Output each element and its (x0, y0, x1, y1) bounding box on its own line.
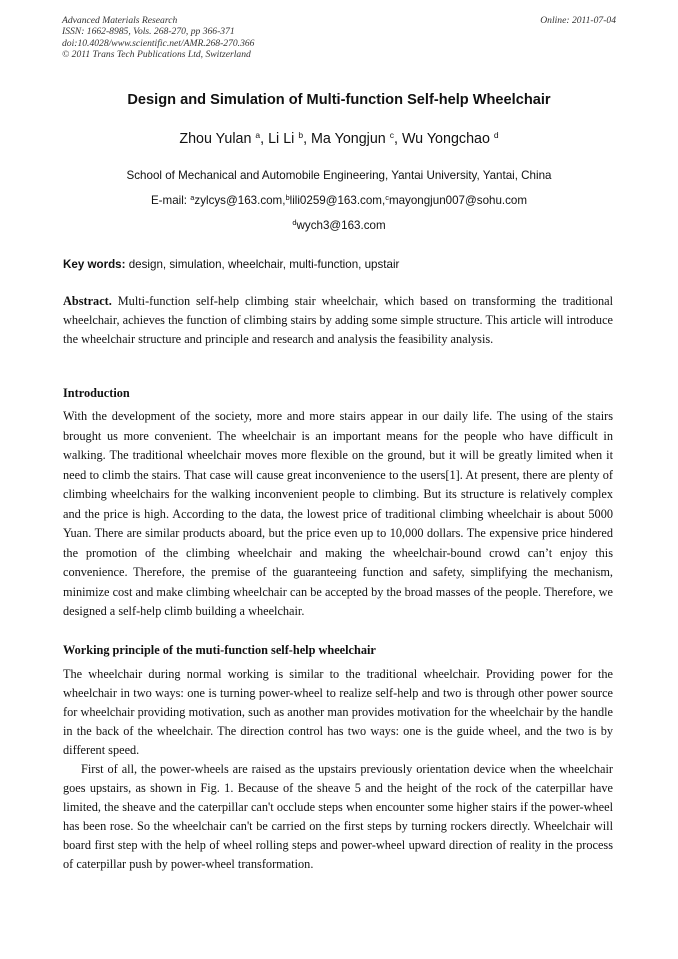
introduction-body (63, 407, 613, 622)
email-line-2 (0, 218, 678, 232)
issn-line: ISSN: 1662-8985, Vols. 268-270, pp 366-371 (62, 26, 235, 38)
keywords-text: design, simulation, wheelchair, multi-function, upstair (128, 258, 400, 271)
online-date: Online: 2011-07-04 (540, 15, 616, 26)
abstract-text: Multi-function self-help climbing stair wheelchair, which based on transforming the traditional wheelchair, achieves the function of climbing stairs by adding some simple structure. This article will introduce the wheelchair structure and principle and research and analysis the feasibility analysis. (63, 294, 613, 346)
email-a[interactable]: zylcys@163.com, (194, 194, 286, 207)
keywords-label: Key words: (63, 258, 126, 271)
email-label: E-mail: (150, 194, 188, 207)
email-c[interactable]: mayongjun007@sohu.com (388, 194, 528, 207)
author-name: Ma Yongjun (311, 131, 386, 147)
affiliation: School of Mechanical and Automobile Engineering, Yantai University, Yantai, China (126, 169, 552, 182)
doi-line: doi:10.4028/www.scientific.net/AMR.268-270.366 (62, 37, 255, 49)
abstract-label: Abstract. (63, 294, 112, 308)
email-line (0, 193, 678, 207)
copyright-line: © 2011 Trans Tech Publications Ltd, Switzerland (62, 48, 251, 60)
email-b[interactable]: lili0259@163.com, (289, 194, 386, 207)
paragraph: The wheelchair during normal working is similar to the traditional wheelchair. Providing power for the wheelchair in two ways: one is turning power-wheel to realize self-help and two is through other power source for wheelchair providing motivation, such as another man provides motivation for the wheelchair by the handle in the back of the wheelchair. The direction control has two ways: one is the guide wheel, and the two is by different speed. (63, 667, 613, 757)
author-name: Zhou Yulan (179, 131, 252, 147)
working-principle-body (63, 665, 613, 874)
author-name: Wu Yongchao (401, 131, 490, 147)
author-list: Zhou Yulan $^a$, Li Li $^b$, Ma Yongjun $^c$, Wu Yongchao $^d$ (179, 130, 499, 147)
email-d[interactable]: wych3@163.com (296, 219, 386, 232)
journal-name: Advanced Materials Research (62, 15, 178, 26)
journal-header (62, 15, 616, 60)
author-sup: d (493, 130, 499, 140)
paragraph: With the development of the society, more and more stairs appear in our daily life. The using of the stairs brought us more convenient. The wheelchair is an important means for the people who have difficult in walking. The traditional wheelchair moves more flexible on the ground, but it will be greatly limited when it need to climb the stairs. That case will cause great inconvenience to the users[1]. At present, there are plenty of climbing wheelchairs for the walking inconvenient people to climbing. But its structure is relatively complex and the price is high. According to the data, the lowest price of traditional climbing wheelchair is about 5000 Yuan. There are similar products aboard, but the price even up to 10,000 dollars. The expensive price hindered the promotion of the climbing wheelchair and making the wheelchair-bound crowd can’t enjoy this convenience. Therefore, the premise of the guaranteeing function and safety, simplifying the mechanism, minimize cost and make climbing wheelchair can be accepted by the broad masses of the people. Therefore, we designed a self-help climb building a wheelchair. (63, 409, 613, 618)
email-sup: b (285, 193, 290, 202)
abstract (63, 292, 613, 349)
paper-title: Design and Simulation of Multi-function Self-help Wheelchair (127, 92, 551, 108)
author-sup: b (298, 130, 304, 140)
email-sup: c (385, 193, 389, 202)
paragraph: First of all, the power-wheels are raised as the upstairs previously orientation device when the wheelchair goes upstairs, as shown in Fig. 1. Because of the sheave 5 and the height of the rock of the caterpillar have limited, the sheave and the caterpillar can't occlude steps when encounter some higher stairs if the power-wheel has been rose. So the wheelchair can't be carried on the first steps by turning rockers directly. Wheelchair will board first step with the help of wheel rolling steps and power-wheel upward direction of reality in the process of caterpillar push by power-wheel transformation. (63, 762, 613, 871)
author-sup: c (389, 130, 394, 140)
author-sup: a (255, 130, 261, 140)
email-sup: d (292, 218, 297, 227)
section-heading-working-principle: Working principle of the muti-function self-help wheelchair (63, 643, 376, 657)
author-name: Li Li (268, 131, 295, 147)
section-heading-introduction: Introduction (63, 386, 130, 400)
keywords (63, 258, 399, 271)
email-sup: a (190, 193, 195, 202)
